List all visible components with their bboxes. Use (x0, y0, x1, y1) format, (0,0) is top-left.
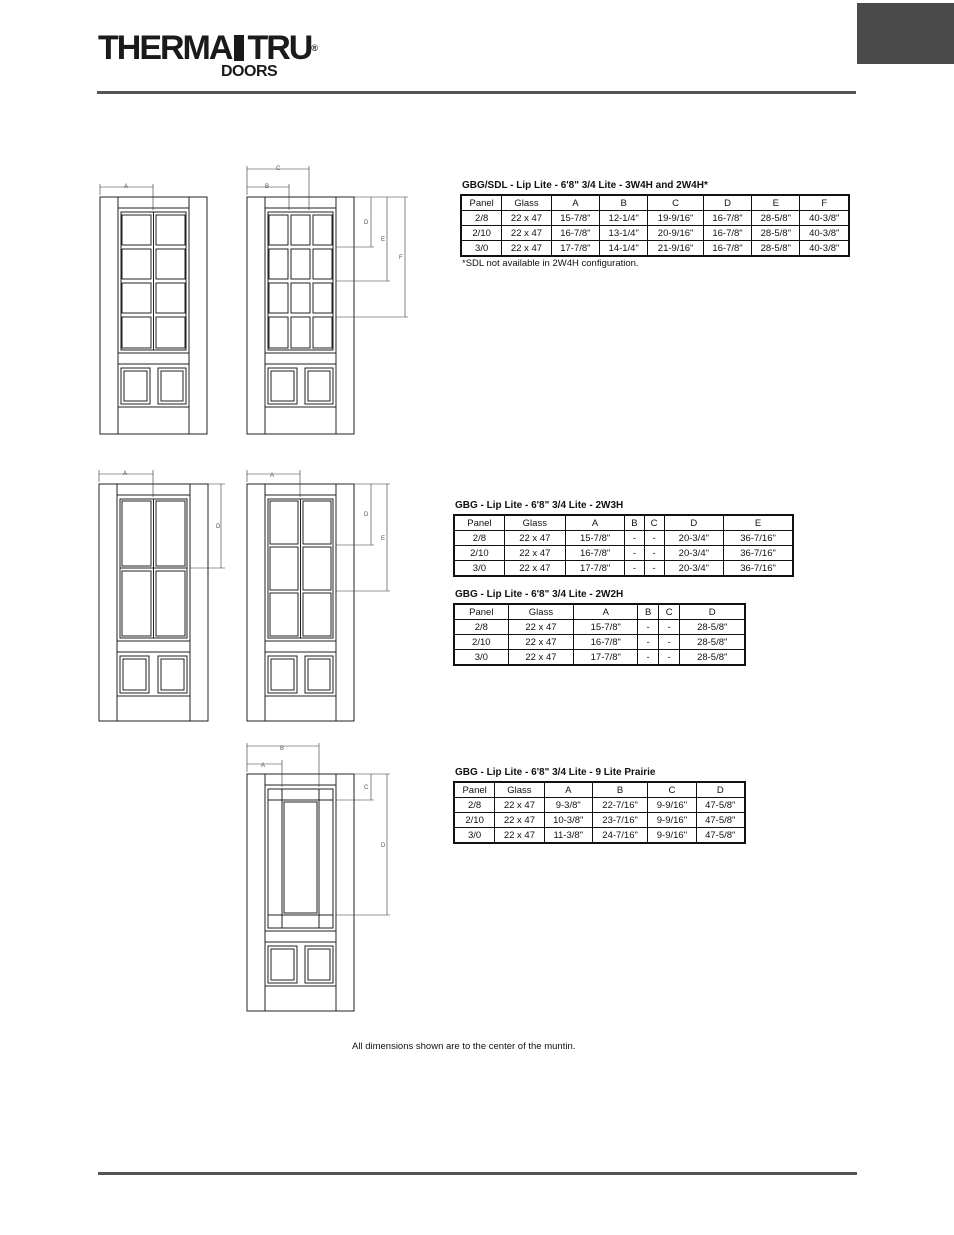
dim-label-c: C (276, 166, 281, 172)
table-cell: 22 x 47 (495, 813, 544, 828)
table-cell: 22 x 47 (502, 211, 551, 226)
table-cell: 15-7/8" (574, 620, 638, 635)
table-cell: 47-5/8" (696, 828, 745, 844)
door-2w2h-drawing (99, 484, 208, 721)
header-cell: D (664, 515, 724, 531)
table-cell: 15-7/8" (551, 211, 599, 226)
table-header-row (454, 515, 793, 531)
table-cell: 13-1/4" (600, 226, 648, 241)
table-cell: 23-7/16" (592, 813, 647, 828)
table-cell: 28-5/8" (680, 635, 745, 650)
footer-note: All dimensions shown are to the center of the muntin. (352, 1041, 576, 1052)
header-cell: A (551, 195, 599, 211)
table-cell: 17-7/8" (574, 650, 638, 666)
table-row (454, 650, 745, 666)
table-title: GBG - Lip Lite - 6'8" 3/4 Lite - 9 Lite Prairie (455, 767, 656, 778)
table-row (454, 635, 745, 650)
table-cell: - (658, 650, 680, 666)
table-cell: 22 x 47 (508, 635, 574, 650)
table-cell: 10-3/8" (544, 813, 592, 828)
dim-label-d: D (381, 843, 386, 849)
header-cell: C (644, 515, 664, 531)
table-cell: 21-9/16" (648, 241, 704, 257)
table-row (454, 798, 745, 813)
header-cell: C (648, 195, 704, 211)
spec-table-2w2h (453, 603, 746, 666)
table-cell: 20-3/4" (664, 546, 724, 561)
table-cell: 3/0 (454, 828, 495, 844)
dim-label-e: E (381, 237, 386, 243)
table-row (454, 620, 745, 635)
header-cell: Glass (495, 782, 544, 798)
table-cell: 3/0 (454, 650, 508, 666)
table-row (454, 813, 745, 828)
dim-label-d: D (216, 524, 221, 530)
table-cell: 15-7/8" (565, 531, 625, 546)
table-cell: 16-7/8" (703, 241, 751, 257)
header-cell: D (703, 195, 751, 211)
header-cell: D (696, 782, 745, 798)
table-cell: 28-5/8" (680, 650, 745, 666)
table-row (454, 828, 745, 844)
header-cell: Glass (508, 604, 574, 620)
table-cell: 2/10 (454, 635, 508, 650)
table-cell: 22 x 47 (502, 226, 551, 241)
header-cell: Panel (454, 515, 504, 531)
door-2w3h-drawing (247, 484, 354, 721)
table-cell: 2/8 (454, 620, 508, 635)
table-cell: - (644, 546, 664, 561)
dim-label-b: B (280, 746, 285, 752)
table-cell: 16-7/8" (551, 226, 599, 241)
header-cell: C (648, 782, 696, 798)
table-cell: 22 x 47 (508, 620, 574, 635)
table-cell: 22 x 47 (502, 241, 551, 257)
header-cell: Panel (461, 195, 502, 211)
header-cell: C (658, 604, 680, 620)
table-cell: 22 x 47 (495, 828, 544, 844)
table-cell: 22 x 47 (504, 531, 565, 546)
header-cell: B (592, 782, 647, 798)
table-cell: 47-5/8" (696, 798, 745, 813)
table-cell: 36-7/16" (724, 531, 793, 546)
header-cell: Glass (502, 195, 551, 211)
table-cell: - (658, 635, 680, 650)
table-row (454, 561, 793, 577)
table-cell: 47-5/8" (696, 813, 745, 828)
dim-label-d: D (364, 220, 369, 226)
table-cell: 28-5/8" (752, 241, 800, 257)
table-cell: 2/10 (461, 226, 502, 241)
header-cell: F (800, 195, 849, 211)
table-cell: 2/8 (454, 798, 495, 813)
table-cell: 22 x 47 (508, 650, 574, 666)
table-cell: 17-7/8" (551, 241, 599, 257)
table-row (461, 241, 849, 257)
table-cell: 40-3/8" (800, 226, 849, 241)
header-cell: A (565, 515, 625, 531)
table-cell: 3/0 (454, 561, 504, 577)
table-cell: 22 x 47 (504, 561, 565, 577)
table-header-row (461, 195, 849, 211)
table-cell: - (638, 620, 659, 635)
dim-label-e: E (381, 536, 386, 542)
table-cell: 16-7/8" (574, 635, 638, 650)
table-cell: - (625, 546, 644, 561)
header-cell: D (680, 604, 745, 620)
table-cell: 22 x 47 (504, 546, 565, 561)
table-cell: 40-3/8" (800, 241, 849, 257)
dim-label-a: A (123, 471, 128, 477)
header-cell: A (574, 604, 638, 620)
table-cell: 20-9/16" (648, 226, 704, 241)
footer-rule (98, 1172, 857, 1175)
table-cell: 20-3/4" (664, 531, 724, 546)
header-cell: E (752, 195, 800, 211)
header-cell: E (724, 515, 793, 531)
table-cell: 36-7/16" (724, 561, 793, 577)
table-cell: 36-7/16" (724, 546, 793, 561)
logo-wordmark: THERMA TRU® (98, 29, 318, 67)
table-cell: 16-7/8" (703, 226, 751, 241)
dim-label-a: A (270, 473, 275, 479)
table-row (454, 531, 793, 546)
header-cell: B (625, 515, 644, 531)
dim-label-a: A (124, 184, 129, 190)
table-cell: 20-3/4" (664, 561, 724, 577)
door-9-lite-prairie-drawing (247, 774, 354, 1011)
table-cell: 16-7/8" (703, 211, 751, 226)
table-row (461, 226, 849, 241)
table-cell: 19-9/16" (648, 211, 704, 226)
header-cell: Panel (454, 782, 495, 798)
table-cell: 9-9/16" (648, 798, 696, 813)
header-cell: A (544, 782, 592, 798)
table-title: GBG - Lip Lite - 6'8" 3/4 Lite - 2W2H (455, 589, 624, 600)
table-cell: - (644, 561, 664, 577)
header-cell: Panel (454, 604, 508, 620)
table-cell: 2/10 (454, 813, 495, 828)
spec-table-3w4h (460, 194, 850, 257)
table-header-row (454, 782, 745, 798)
table-cell: 17-7/8" (565, 561, 625, 577)
dim-label-c: C (364, 785, 369, 791)
table-cell: 12-1/4" (600, 211, 648, 226)
table-cell: 3/0 (461, 241, 502, 257)
door-3w4h-drawing (247, 197, 354, 434)
door-2w4h-drawing (100, 197, 207, 434)
table-header-row (454, 604, 745, 620)
dim-label-d: D (364, 512, 369, 518)
table-title: GBG - Lip Lite - 6'8" 3/4 Lite - 2W3H (455, 500, 624, 511)
table-cell: - (638, 635, 659, 650)
table-cell: 2/10 (454, 546, 504, 561)
table-cell: 9-9/16" (648, 828, 696, 844)
logo-subtitle: DOORS (221, 63, 278, 80)
table-cell: 22 x 47 (495, 798, 544, 813)
table-cell: 2/8 (454, 531, 504, 546)
table-row (454, 546, 793, 561)
table-cell: 28-5/8" (752, 226, 800, 241)
table-cell: - (638, 650, 659, 666)
table-cell: 28-5/8" (680, 620, 745, 635)
table-cell: 2/8 (461, 211, 502, 226)
table-title: GBG/SDL - Lip Lite - 6'8" 3/4 Lite - 3W4H and 2W4H* (462, 180, 708, 191)
table-cell: - (644, 531, 664, 546)
spec-table-9-lite-prairie (453, 781, 746, 844)
table-cell: 16-7/8" (565, 546, 625, 561)
table-cell: - (625, 531, 644, 546)
table-cell: - (658, 620, 680, 635)
header-cell: B (600, 195, 648, 211)
header-cell: Glass (504, 515, 565, 531)
dim-label-b: B (265, 184, 270, 190)
dim-label-a: A (261, 763, 266, 769)
spec-table-2w3h (453, 514, 794, 577)
table-cell: 22-7/16" (592, 798, 647, 813)
table-cell: 14-1/4" (600, 241, 648, 257)
dim-label-f: F (399, 255, 403, 261)
table-cell: 9-3/8" (544, 798, 592, 813)
table-cell: 11-3/8" (544, 828, 592, 844)
table-cell: 40-3/8" (800, 211, 849, 226)
table-row (461, 211, 849, 226)
table-cell: 28-5/8" (752, 211, 800, 226)
table-note: *SDL not available in 2W4H configuration. (462, 258, 639, 269)
header-cell: B (638, 604, 659, 620)
table-cell: 9-9/16" (648, 813, 696, 828)
table-cell: - (625, 561, 644, 577)
table-cell: 24-7/16" (592, 828, 647, 844)
